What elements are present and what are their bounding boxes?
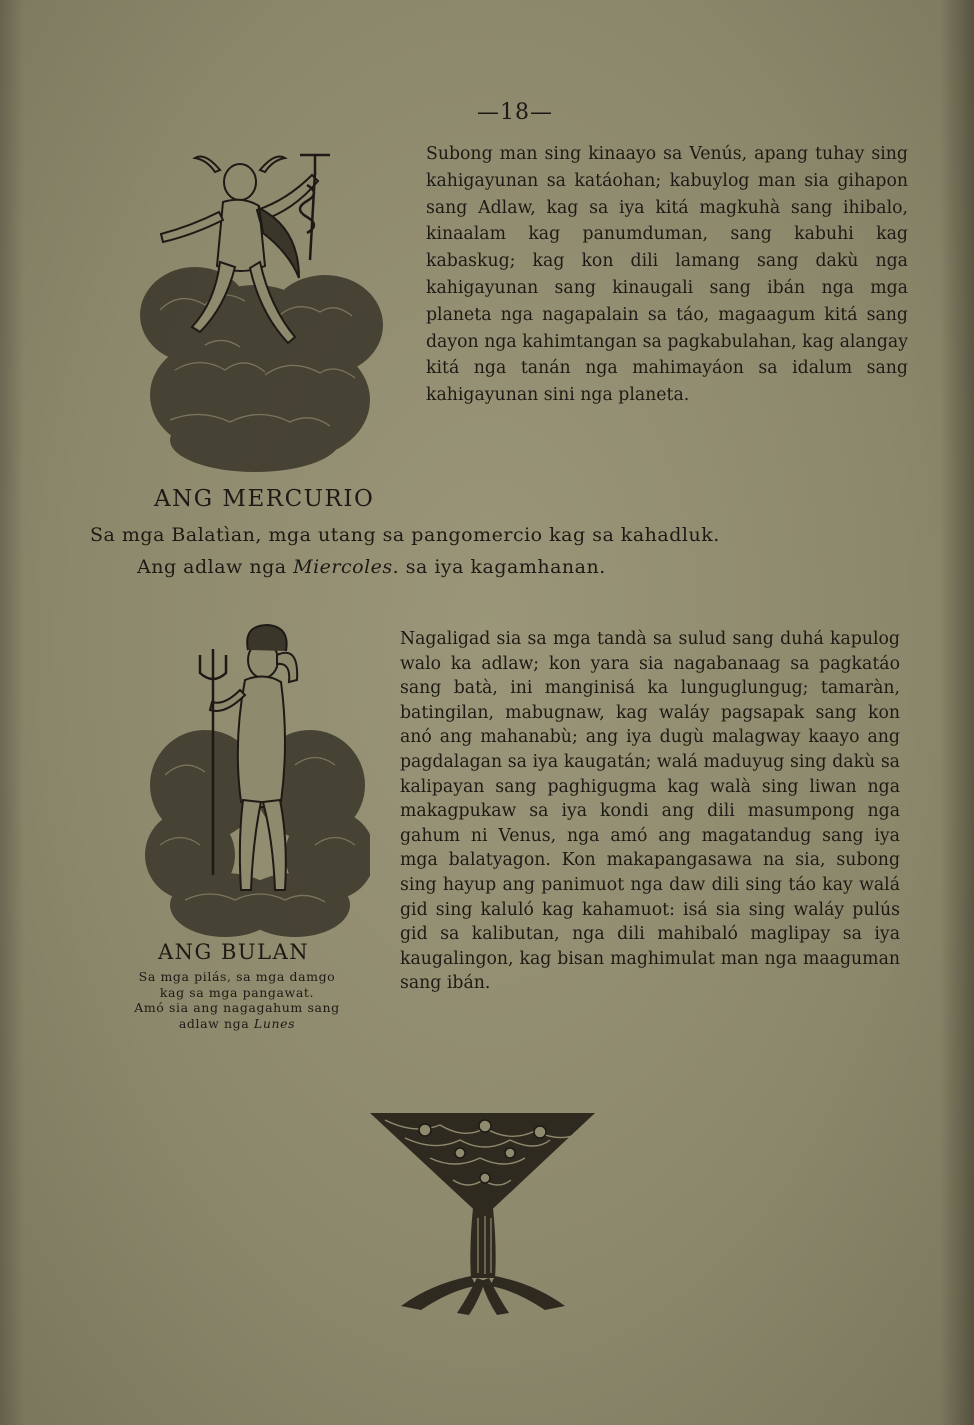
mercury-paragraph: Subong man sing kinaayo sa Venús, apang tuhay sing kahigayunan sa katáohan; kabuylog man sia gihapon sang Adlaw, kag sa iya kitá magkuhà sang ihibalo, kinaalam kag panumduman, sang kabuhi kag kabaskug; kag kon dili lamang sang dakù nga kahigayunan sang kinaugali sang ibán nga mga planeta nga nagapalain sa táo, magaagum kitá sang dayon nga kahimtangan sa pagkabulahan, kag alangay kitá nga tanán nga mahimayáon sa idalum sang kahigayunan sini nga planeta.: [426, 144, 908, 406]
bulan-caption-line-3: Amó sia ang nagagahum sang: [134, 1000, 340, 1015]
moon-goddess-woodcut-image: [145, 615, 370, 940]
bulan-caption-prefix: adlaw nga: [178, 1015, 254, 1031]
bulan-paragraph: Nagaligad sia sa mga tandà sa sulud sang duhá kapulog walo ka adlaw; kon yara sia nagabanaag sa pagkatáo sang batà, ini manginisá ka lunguglungug; tamaràn, batingilan, mabugnaw, kag waláy pagsapak sang kon anó ang mahanabù; ang iya dugù malagway kaayo ang pagdalagan sa iya kaugatán; walá maduyug sing dakù sa kalipayan sang paghigugma kag walà sing liwan nga makagpukaw sa iya kondi ang dili masumpong nga gahum ni Venus, nga amó ang magatandug sang iya mga balatyagon. Kon makapangasawa na sia, subong sing hayup ang panimuot nga daw dili sing táo kay walá gid sing kaluló kag kahamuot: isá sia sing waláy pulús gid sa kalibutan, nga dili mahibaló maglipay sa iya kaugalingon, kag bisan maghimulat man nga maaguman sang ibán.: [400, 629, 900, 994]
page-shadow-left: [0, 0, 24, 1425]
mercury-caption-suffix: sa iya kagamhanan.: [399, 556, 606, 578]
page-shadow-right: [940, 0, 974, 1425]
page-number: —18—: [477, 100, 553, 125]
mercury-title: ANG MERCURIO: [154, 486, 375, 512]
tree-of-life-ornament: [365, 1108, 600, 1318]
mercury-caption-day: Miercoles.: [293, 556, 400, 578]
mercury-caption-line-1: Sa mga Balatìan, mga utang sa pangomercio kag sa kahadluk.: [90, 524, 720, 546]
bulan-caption-day: Lunes: [253, 1015, 296, 1031]
bulan-caption: [78, 969, 396, 1031]
mercury-caption-prefix: Ang adlaw nga: [137, 556, 294, 578]
bulan-title: ANG BULAN: [158, 940, 310, 964]
bulan-caption-line-4: [78, 1016, 396, 1032]
bulan-caption-line-2: kag sa mga pangawat.: [159, 984, 315, 1000]
mercury-caption-line-2: [137, 556, 606, 578]
bulan-caption-line-1: Sa mga pilás, sa mga damgo: [138, 969, 336, 984]
mercury-woodcut-image: [135, 140, 390, 475]
